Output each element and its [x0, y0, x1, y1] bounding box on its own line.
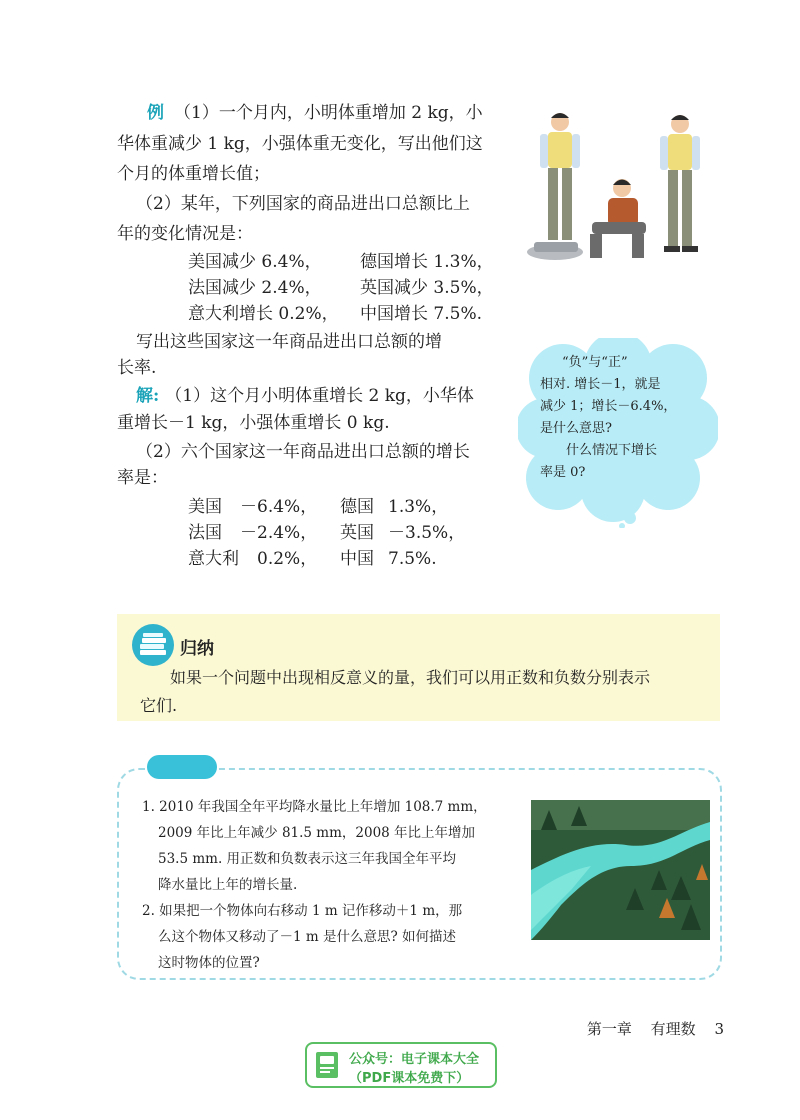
exercise-1-line-1: 1. 2010 年我国全年平均降水量比上年增加 108.7 mm， [142, 799, 487, 815]
solution-line-4: 率是： [117, 468, 168, 488]
chapter-title: 有理数 [650, 1020, 696, 1038]
rate-country: 法国 [188, 523, 222, 543]
summary-line-2: 它们. [140, 696, 178, 715]
example-line-2: 华体重减少 1 kg，小强体重无变化，写出他们这 [117, 134, 483, 154]
change-item: 意大利增长 0.2%， [188, 304, 339, 324]
book-icon [313, 1050, 343, 1084]
rate-country: 美国 [188, 497, 222, 517]
solution-label: 解: [136, 386, 160, 406]
rate-value: －6.4%， [240, 497, 318, 517]
change-item: 美国减少 6.4%， [188, 252, 322, 272]
change-item: 法国减少 2.4%， [188, 278, 322, 298]
exercise-1-line-4: 降水量比上年的增长量. [158, 877, 298, 893]
exercise-2-line-1: 2. 如果把一个物体向右移动 1 m 记作移动＋1 m，那 [142, 903, 463, 919]
bubble-line: 减少 1；增长－6.4%， [540, 399, 677, 414]
exercise-tab [147, 755, 217, 779]
bubble-line: 相对. 增长－1，就是 [540, 377, 661, 392]
chapter-label: 第一章 [586, 1020, 632, 1038]
bubble-line: 是什么意思? [540, 421, 612, 436]
change-item: 英国减少 3.5%， [360, 278, 494, 298]
bubble-line: “负”与“正” [562, 355, 628, 370]
summary-title: 归纳 [180, 639, 214, 659]
watermark-badge [305, 1042, 497, 1088]
badge-line-1: 公众号：电子课本大全 [349, 1052, 480, 1067]
example-line-5: 年的变化情况是： [117, 224, 253, 244]
rate-value: 1.3%， [388, 497, 449, 517]
example-ask-1: 写出这些国家这一年商品进出口总额的增 [136, 332, 442, 352]
page-footer [587, 1018, 724, 1039]
lake-photo [531, 800, 710, 940]
example-label: 例 [147, 103, 164, 123]
solution-line-2: 重增长－1 kg，小强体重增长 0 kg. [117, 413, 390, 433]
exercise-1-line-3: 53.5 mm. 用正数和负数表示这三年我国全年平均 [158, 851, 457, 867]
books-icon [131, 623, 175, 671]
exercise-2-line-2: 么这个物体又移动了－1 m 是什么意思? 如何描述 [158, 929, 457, 945]
rate-country: 意大利 [188, 549, 239, 569]
solution-line-1: 解: （1）这个月小明体重增长 2 kg，小华体 [136, 386, 474, 406]
thought-cloud [518, 338, 718, 528]
page-number: 3 [714, 1020, 724, 1038]
change-item: 中国增长 7.5%. [360, 304, 482, 324]
example-line-4: （2）某年，下列国家的商品进出口总额比上 [136, 194, 470, 214]
solution-line-3: （2）六个国家这一年商品进出口总额的增长 [136, 442, 470, 462]
rate-value: 7.5%. [388, 549, 437, 569]
rate-value: －2.4%， [240, 523, 318, 543]
change-item: 德国增长 1.3%， [360, 252, 494, 272]
rate-country: 中国 [340, 549, 374, 569]
students-illustration [520, 110, 720, 270]
rate-value: －3.5%， [388, 523, 466, 543]
badge-line-2: （PDF课本免费下） [349, 1071, 470, 1086]
example-ask-2: 长率. [117, 358, 157, 378]
exercise-1-line-2: 2009 年比上年减少 81.5 mm，2008 年比上年增加 [158, 825, 476, 841]
example-line-3: 个月的体重增长值； [117, 164, 270, 184]
exercise-2-line-3: 这时物体的位置? [158, 955, 260, 971]
example-line-1: 例 （1）一个月内，小明体重增加 2 kg，小 [147, 103, 483, 123]
summary-line-1: 如果一个问题中出现相反意义的量，我们可以用正数和负数分别表示 [170, 668, 651, 687]
rate-value: 0.2%， [257, 549, 318, 569]
bubble-line: 率是 0? [540, 465, 586, 480]
rate-country: 英国 [340, 523, 374, 543]
bubble-line: 什么情况下增长 [566, 443, 658, 458]
rate-country: 德国 [340, 497, 374, 517]
